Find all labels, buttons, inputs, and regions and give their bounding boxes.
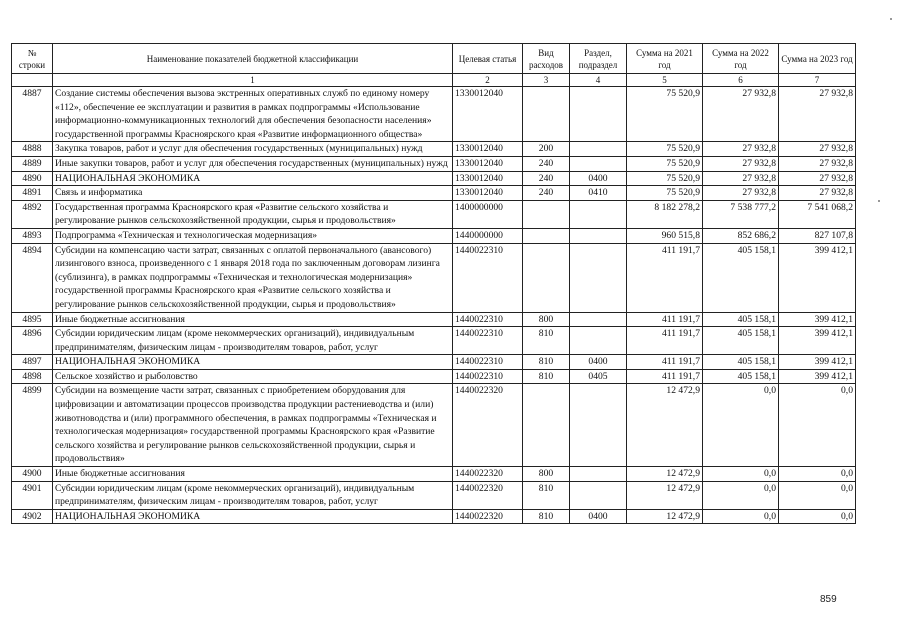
expense-type-cell bbox=[523, 384, 570, 467]
sum-2022-cell: 0,0 bbox=[703, 467, 779, 482]
expense-type-cell: 810 bbox=[523, 355, 570, 370]
expense-type-cell bbox=[523, 200, 570, 228]
header-sum-2023: Сумма на 2023 год bbox=[779, 44, 856, 74]
table-row bbox=[12, 467, 856, 482]
table-row bbox=[12, 355, 856, 370]
expense-type-cell: 240 bbox=[523, 156, 570, 171]
header-row-number: № строки bbox=[12, 44, 53, 74]
expense-type-cell: 810 bbox=[523, 327, 570, 355]
expense-type-cell: 800 bbox=[523, 312, 570, 327]
sum-2022-cell: 405 158,1 bbox=[703, 243, 779, 312]
section-cell bbox=[570, 327, 627, 355]
sum-2021-cell: 8 182 278,2 bbox=[627, 200, 703, 228]
scan-artifact bbox=[890, 18, 892, 20]
header-target-article: Целевая статья bbox=[453, 44, 523, 74]
sum-2021-cell: 75 520,9 bbox=[627, 186, 703, 201]
expense-type-cell bbox=[523, 87, 570, 142]
row-number-cell: 4890 bbox=[12, 171, 53, 186]
table-row bbox=[12, 156, 856, 171]
indicator-name-cell: НАЦИОНАЛЬНАЯ ЭКОНОМИКА bbox=[53, 171, 453, 186]
row-number-cell: 4899 bbox=[12, 384, 53, 467]
table-row bbox=[12, 327, 856, 355]
header-expense-type: Вид расходов bbox=[523, 44, 570, 74]
column-number-row bbox=[12, 74, 856, 87]
sum-2023-cell: 399 412,1 bbox=[779, 327, 856, 355]
header-section: Раздел, подраздел bbox=[570, 44, 627, 74]
sum-2022-cell: 405 158,1 bbox=[703, 355, 779, 370]
table-row bbox=[12, 228, 856, 243]
target-article-cell: 1440022310 bbox=[453, 369, 523, 384]
column-number bbox=[12, 74, 53, 87]
row-number-cell: 4896 bbox=[12, 327, 53, 355]
table-row bbox=[12, 186, 856, 201]
sum-2021-cell: 411 191,7 bbox=[627, 312, 703, 327]
section-cell bbox=[570, 87, 627, 142]
target-article-cell: 1440000000 bbox=[453, 228, 523, 243]
section-cell: 0400 bbox=[570, 509, 627, 524]
row-number-cell: 4891 bbox=[12, 186, 53, 201]
indicator-name-cell: Субсидии юридическим лицам (кроме некоммерческих организаций), индивидуальным предпринимателям, физическим лицам - производителям товаров, работ, услуг bbox=[53, 481, 453, 509]
section-cell bbox=[570, 481, 627, 509]
section-cell bbox=[570, 156, 627, 171]
target-article-cell: 1330012040 bbox=[453, 186, 523, 201]
table-row bbox=[12, 243, 856, 312]
table-body bbox=[12, 87, 856, 524]
sum-2022-cell: 27 932,8 bbox=[703, 156, 779, 171]
sum-2023-cell: 399 412,1 bbox=[779, 355, 856, 370]
target-article-cell: 1440022320 bbox=[453, 481, 523, 509]
expense-type-cell bbox=[523, 228, 570, 243]
expense-type-cell bbox=[523, 243, 570, 312]
target-article-cell: 1330012040 bbox=[453, 171, 523, 186]
sum-2023-cell: 0,0 bbox=[779, 467, 856, 482]
column-number: 1 bbox=[53, 74, 453, 87]
sum-2022-cell: 852 686,2 bbox=[703, 228, 779, 243]
sum-2022-cell: 27 932,8 bbox=[703, 142, 779, 157]
target-article-cell: 1330012040 bbox=[453, 156, 523, 171]
column-number: 5 bbox=[627, 74, 703, 87]
section-cell bbox=[570, 243, 627, 312]
table-row bbox=[12, 369, 856, 384]
target-article-cell: 1440022310 bbox=[453, 355, 523, 370]
table-header bbox=[12, 44, 856, 87]
column-number: 3 bbox=[523, 74, 570, 87]
section-cell bbox=[570, 142, 627, 157]
sum-2023-cell: 399 412,1 bbox=[779, 369, 856, 384]
header-sum-2022: Сумма на 2022 год bbox=[703, 44, 779, 74]
indicator-name-cell: Субсидии юридическим лицам (кроме некоммерческих организаций), индивидуальным предпринимателям, физическим лицам - производителям товаров, работ, услуг bbox=[53, 327, 453, 355]
sum-2021-cell: 411 191,7 bbox=[627, 355, 703, 370]
indicator-name-cell: Подпрограмма «Техническая и технологическая модернизация» bbox=[53, 228, 453, 243]
sum-2021-cell: 75 520,9 bbox=[627, 87, 703, 142]
target-article-cell: 1440022320 bbox=[453, 509, 523, 524]
sum-2021-cell: 12 472,9 bbox=[627, 467, 703, 482]
expense-type-cell: 800 bbox=[523, 467, 570, 482]
indicator-name-cell: Иные бюджетные ассигнования bbox=[53, 312, 453, 327]
indicator-name-cell: Сельское хозяйство и рыболовство bbox=[53, 369, 453, 384]
table-row bbox=[12, 509, 856, 524]
sum-2021-cell: 75 520,9 bbox=[627, 142, 703, 157]
table-row bbox=[12, 171, 856, 186]
sum-2023-cell: 27 932,8 bbox=[779, 87, 856, 142]
indicator-name-cell: Государственная программа Красноярского края «Развитие сельского хозяйства и регулирование рынков сельскохозяйственной продукции, сырья и продовольствия» bbox=[53, 200, 453, 228]
row-number-cell: 4895 bbox=[12, 312, 53, 327]
expense-type-cell: 810 bbox=[523, 369, 570, 384]
indicator-name-cell: Создание системы обеспечения вызова экстренных оперативных служб по единому номеру «112», обеспечение ее эксплуатации и развития в рамках подпрограммы «Использование информационно-коммуникационных технологий для обеспечения безопасности населения» государственной программы Красноярского края «Развитие информационного общества» bbox=[53, 87, 453, 142]
row-number-cell: 4898 bbox=[12, 369, 53, 384]
sum-2022-cell: 27 932,8 bbox=[703, 186, 779, 201]
section-cell bbox=[570, 312, 627, 327]
sum-2022-cell: 405 158,1 bbox=[703, 369, 779, 384]
column-number: 2 bbox=[453, 74, 523, 87]
sum-2023-cell: 0,0 bbox=[779, 481, 856, 509]
indicator-name-cell: Иные бюджетные ассигнования bbox=[53, 467, 453, 482]
row-number-cell: 4889 bbox=[12, 156, 53, 171]
sum-2023-cell: 7 541 068,2 bbox=[779, 200, 856, 228]
target-article-cell: 1440022320 bbox=[453, 384, 523, 467]
sum-2022-cell: 0,0 bbox=[703, 509, 779, 524]
header-sum-2021: Сумма на 2021 год bbox=[627, 44, 703, 74]
indicator-name-cell: Связь и информатика bbox=[53, 186, 453, 201]
table-row bbox=[12, 481, 856, 509]
sum-2023-cell: 827 107,8 bbox=[779, 228, 856, 243]
expense-type-cell: 200 bbox=[523, 142, 570, 157]
target-article-cell: 1330012040 bbox=[453, 142, 523, 157]
target-article-cell: 1400000000 bbox=[453, 200, 523, 228]
sum-2022-cell: 405 158,1 bbox=[703, 327, 779, 355]
target-article-cell: 1440022310 bbox=[453, 327, 523, 355]
column-number: 7 bbox=[779, 74, 856, 87]
sum-2023-cell: 27 932,8 bbox=[779, 142, 856, 157]
indicator-name-cell: Закупка товаров, работ и услуг для обеспечения государственных (муниципальных) нужд bbox=[53, 142, 453, 157]
header-indicator-name: Наименование показателей бюджетной классификации bbox=[53, 44, 453, 74]
expense-type-cell: 240 bbox=[523, 186, 570, 201]
column-number: 6 bbox=[703, 74, 779, 87]
column-number: 4 bbox=[570, 74, 627, 87]
sum-2023-cell: 0,0 bbox=[779, 384, 856, 467]
row-number-cell: 4900 bbox=[12, 467, 53, 482]
section-cell bbox=[570, 384, 627, 467]
budget-table bbox=[11, 43, 856, 524]
section-cell bbox=[570, 467, 627, 482]
section-cell bbox=[570, 228, 627, 243]
row-number-cell: 4892 bbox=[12, 200, 53, 228]
sum-2023-cell: 399 412,1 bbox=[779, 243, 856, 312]
sum-2023-cell: 27 932,8 bbox=[779, 171, 856, 186]
header-row bbox=[12, 44, 856, 74]
sum-2021-cell: 960 515,8 bbox=[627, 228, 703, 243]
indicator-name-cell: Субсидии на возмещение части затрат, связанных с приобретением оборудования для цифровизации и автоматизации процессов производства продукции растениеводства и (или) животноводства и (или) программного обеспечения, в рамках подпрограммы «Техническая и технологическая модернизация» государственной программы Красноярского края «Развитие сельского хозяйства и регулирование рынков сельскохозяйственной продукции, сырья и продовольствия» bbox=[53, 384, 453, 467]
sum-2021-cell: 411 191,7 bbox=[627, 369, 703, 384]
sum-2023-cell: 399 412,1 bbox=[779, 312, 856, 327]
table-row bbox=[12, 200, 856, 228]
sum-2021-cell: 411 191,7 bbox=[627, 243, 703, 312]
target-article-cell: 1440022310 bbox=[453, 312, 523, 327]
sum-2021-cell: 12 472,9 bbox=[627, 384, 703, 467]
sum-2021-cell: 12 472,9 bbox=[627, 481, 703, 509]
sum-2022-cell: 7 538 777,2 bbox=[703, 200, 779, 228]
indicator-name-cell: НАЦИОНАЛЬНАЯ ЭКОНОМИКА bbox=[53, 509, 453, 524]
row-number-cell: 4893 bbox=[12, 228, 53, 243]
sum-2022-cell: 27 932,8 bbox=[703, 87, 779, 142]
section-cell: 0400 bbox=[570, 171, 627, 186]
indicator-name-cell: НАЦИОНАЛЬНАЯ ЭКОНОМИКА bbox=[53, 355, 453, 370]
sum-2021-cell: 75 520,9 bbox=[627, 171, 703, 186]
section-cell bbox=[570, 200, 627, 228]
scan-artifact bbox=[878, 200, 880, 202]
sum-2021-cell: 411 191,7 bbox=[627, 327, 703, 355]
sum-2021-cell: 75 520,9 bbox=[627, 156, 703, 171]
table-row bbox=[12, 87, 856, 142]
indicator-name-cell: Субсидии на компенсацию части затрат, связанных с оплатой первоначального (авансового) лизингового взноса, произведенного с 1 января 2018 года по заключенным договорам лизинга (сублизинга), в рамках подпрограммы «Техническая и технологическая модернизация» государственной программы Красноярского края «Развитие сельского хозяйства и регулирование рынков сельскохозяйственной продукции, сырья и продовольствия» bbox=[53, 243, 453, 312]
table-row bbox=[12, 312, 856, 327]
sum-2023-cell: 27 932,8 bbox=[779, 186, 856, 201]
row-number-cell: 4894 bbox=[12, 243, 53, 312]
sum-2022-cell: 405 158,1 bbox=[703, 312, 779, 327]
sum-2022-cell: 27 932,8 bbox=[703, 171, 779, 186]
sum-2022-cell: 0,0 bbox=[703, 481, 779, 509]
row-number-cell: 4902 bbox=[12, 509, 53, 524]
row-number-cell: 4887 bbox=[12, 87, 53, 142]
section-cell: 0400 bbox=[570, 355, 627, 370]
indicator-name-cell: Иные закупки товаров, работ и услуг для обеспечения государственных (муниципальных) нужд bbox=[53, 156, 453, 171]
row-number-cell: 4901 bbox=[12, 481, 53, 509]
table-row bbox=[12, 384, 856, 467]
section-cell: 0405 bbox=[570, 369, 627, 384]
sum-2022-cell: 0,0 bbox=[703, 384, 779, 467]
expense-type-cell: 810 bbox=[523, 509, 570, 524]
expense-type-cell: 810 bbox=[523, 481, 570, 509]
row-number-cell: 4888 bbox=[12, 142, 53, 157]
table-row bbox=[12, 142, 856, 157]
expense-type-cell: 240 bbox=[523, 171, 570, 186]
target-article-cell: 1440022320 bbox=[453, 467, 523, 482]
section-cell: 0410 bbox=[570, 186, 627, 201]
target-article-cell: 1330012040 bbox=[453, 87, 523, 142]
sum-2023-cell: 0,0 bbox=[779, 509, 856, 524]
page-number: 859 bbox=[820, 594, 837, 605]
sum-2023-cell: 27 932,8 bbox=[779, 156, 856, 171]
row-number-cell: 4897 bbox=[12, 355, 53, 370]
target-article-cell: 1440022310 bbox=[453, 243, 523, 312]
sum-2021-cell: 12 472,9 bbox=[627, 509, 703, 524]
